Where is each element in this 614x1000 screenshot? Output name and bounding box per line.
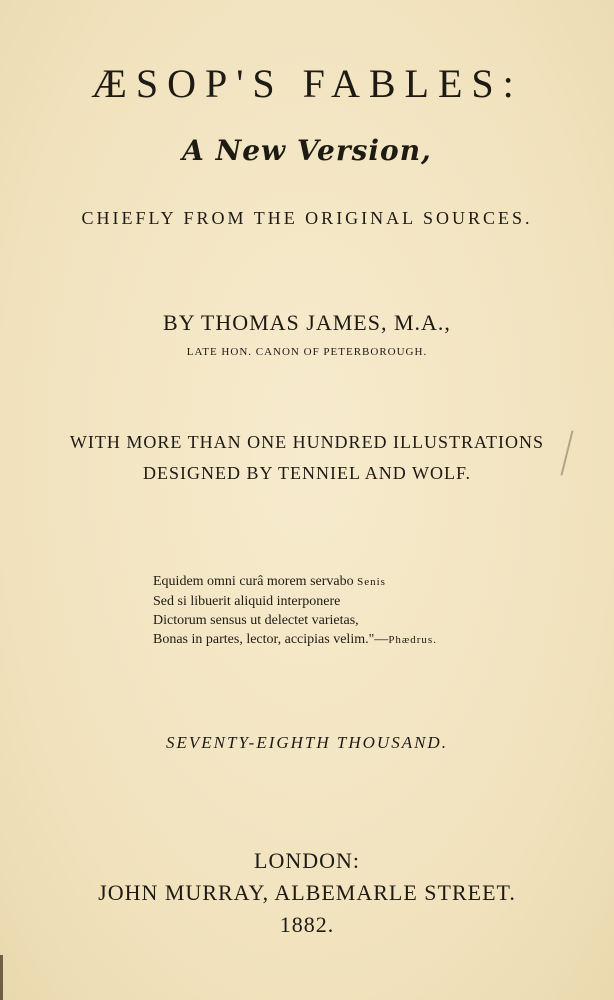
epigraph-line-1-smallcaps: Senis: [357, 576, 386, 588]
epigraph-line-1: [153, 572, 437, 592]
epigraph-line-4: [153, 630, 437, 650]
book-title: ÆSOP'S FABLES:: [91, 61, 523, 106]
source-line: CHIEFLY FROM THE ORIGINAL SOURCES.: [81, 208, 533, 228]
book-subtitle: A New Version,: [182, 134, 432, 167]
imprint-publisher: JOHN MURRAY, ALBEMARLE STREET.: [98, 880, 516, 905]
author-line: BY THOMAS JAMES, M.A.,: [163, 310, 451, 335]
epigraph-attribution: Phædrus.: [388, 634, 437, 646]
edition-line: SEVENTY-EIGHTH THOUSAND.: [166, 733, 448, 752]
imprint-year: 1882.: [279, 912, 335, 937]
epigraph: [153, 572, 437, 650]
author-role: LATE HON. CANON OF PETERBOROUGH.: [186, 346, 428, 358]
imprint-city: LONDON:: [254, 848, 360, 873]
epigraph-line-1-text: Equidem omni curâ morem servabo: [153, 574, 358, 589]
epigraph-line-3: Dictorum sensus ut delectet varietas,: [153, 613, 359, 628]
epigraph-line-2: Sed si libuerit aliquid interponere: [153, 594, 341, 609]
illustrations-line-1: WITH MORE THAN ONE HUNDRED ILLUSTRATIONS: [69, 432, 545, 452]
left-edge-mark: [0, 955, 3, 1000]
illustrations-line-2: DESIGNED BY TENNIEL AND WOLF.: [142, 463, 472, 483]
epigraph-line-4-text: Bonas in partes, lector, accipias velim."—: [153, 632, 389, 647]
